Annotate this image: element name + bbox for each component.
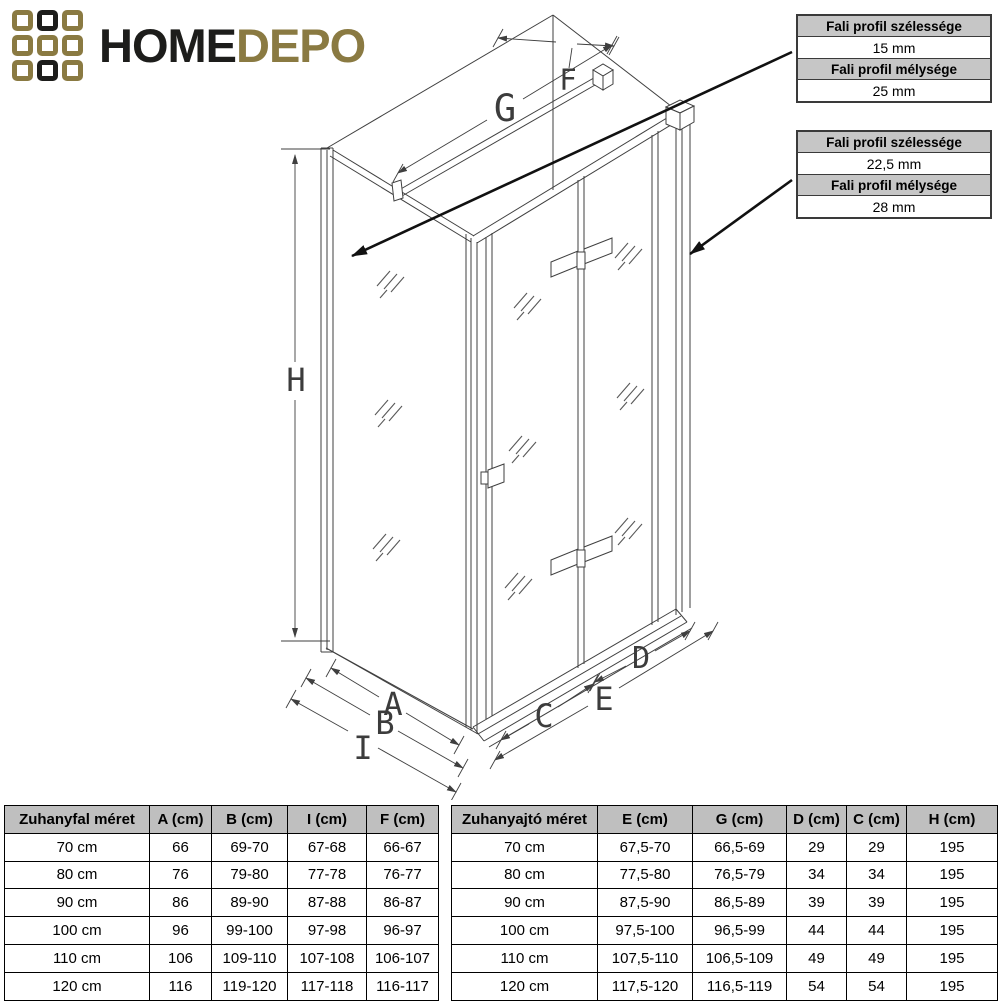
table-row: 110 cm 107,5-110 106,5-109 49 49 195: [452, 944, 998, 972]
table-header-row: [452, 806, 998, 834]
dim-label-e: E: [594, 680, 614, 718]
col-header: A (cm): [150, 806, 212, 834]
door-wall: [473, 100, 694, 747]
col-header: G (cm): [693, 806, 787, 834]
col-header: H (cm): [907, 806, 998, 834]
table-row: 100 cm 97,5-100 96,5-99 44 44 195: [452, 917, 998, 945]
col-header: Zuhanyajtó méret: [452, 806, 598, 834]
table-row: 70 cm 67,5-70 66,5-69 29 29 195: [452, 833, 998, 861]
side-wall-panel: [321, 148, 478, 734]
col-header: F (cm): [367, 806, 439, 834]
door-size-table: [451, 805, 998, 1001]
table-row: 80 cm 76 79-80 77-78 76-77: [5, 861, 439, 889]
spec-value: 15 mm: [798, 36, 990, 58]
table-row: 70 cm 66 69-70 67-68 66-67: [5, 833, 439, 861]
spec-value: 25 mm: [798, 79, 990, 101]
dim-label-b: B: [375, 704, 395, 742]
brand-name-depo: DEPO: [236, 19, 366, 72]
col-header: C (cm): [847, 806, 907, 834]
wall-size-table: [4, 805, 439, 1001]
dim-label-c: C: [534, 697, 554, 735]
dim-label-a: A: [383, 685, 403, 723]
dim-label-i: I: [353, 729, 373, 767]
spec-value: 28 mm: [798, 195, 990, 217]
table-row: 80 cm 77,5-80 76,5-79 34 34 195: [452, 861, 998, 889]
col-header: Zuhanyfal méret: [5, 806, 150, 834]
dim-label-f: F: [559, 63, 577, 97]
col-header: E (cm): [598, 806, 693, 834]
spec-label: Fali profil mélysége: [798, 58, 990, 79]
door-hinge-bottom: [551, 536, 612, 575]
table-header-row: [5, 806, 439, 834]
brand-name-home: HOME: [99, 19, 236, 72]
spec-label: Fali profil szélessége: [798, 132, 990, 152]
pointer-arrow-door-wall-profile: [690, 180, 792, 254]
col-header: I (cm): [288, 806, 367, 834]
door-hinge-top: [551, 238, 612, 277]
dim-label-h: H: [286, 361, 306, 399]
table-row: 90 cm 86 89-90 87-88 86-87: [5, 889, 439, 917]
table-row: 110 cm 106 109-110 107-108 106-107: [5, 944, 439, 972]
table-row: 120 cm 116 119-120 117-118 116-117: [5, 972, 439, 1000]
spec-value: 22,5 mm: [798, 152, 990, 174]
dim-label-d: D: [631, 641, 651, 676]
spec-label: Fali profil mélysége: [798, 174, 990, 195]
spec-label: Fali profil szélessége: [798, 16, 990, 36]
table-row: 100 cm 96 99-100 97-98 96-97: [5, 917, 439, 945]
table-row: 120 cm 117,5-120 116,5-119 54 54 195: [452, 972, 998, 1000]
dim-label-g: G: [493, 87, 517, 130]
col-header: D (cm): [787, 806, 847, 834]
table-row: 90 cm 87,5-90 86,5-89 39 39 195: [452, 889, 998, 917]
col-header: B (cm): [212, 806, 288, 834]
